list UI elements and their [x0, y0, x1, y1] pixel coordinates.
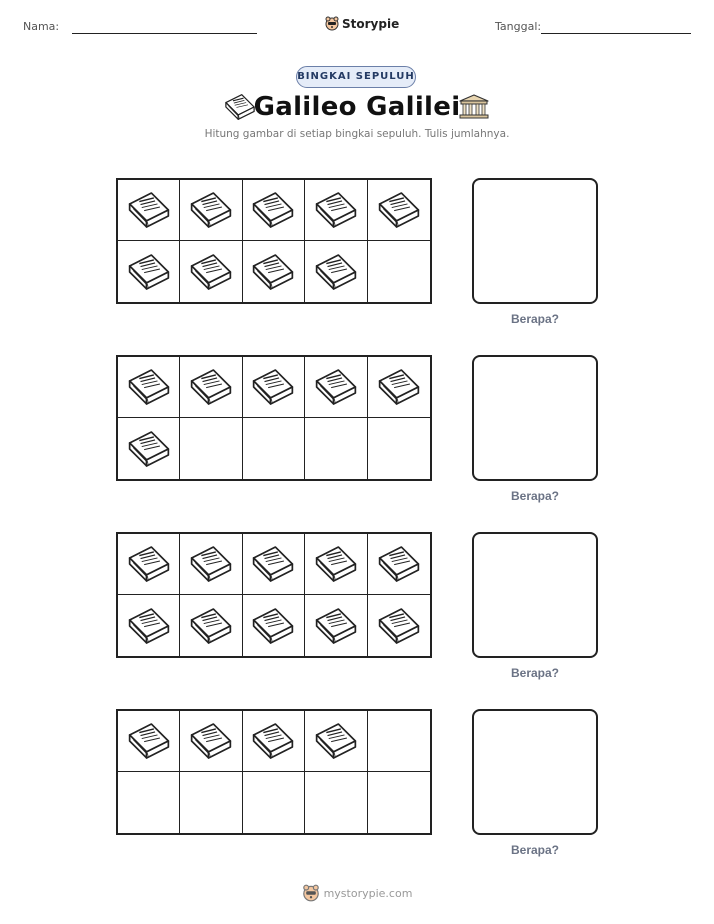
frame-cell	[243, 357, 305, 418]
frame-cell	[118, 534, 180, 595]
museum-building-icon	[458, 93, 490, 121]
book-icon	[126, 366, 172, 408]
frame-cell	[368, 595, 430, 656]
answer-label: Berapa?	[510, 489, 560, 503]
date-line[interactable]	[541, 33, 691, 34]
category-badge: BINGKAI SEPULUH	[296, 66, 416, 88]
frame-cell	[243, 595, 305, 656]
ten-frame	[116, 532, 432, 658]
instructions: Hitung gambar di setiap bingkai sepuluh. Tulis jumlahnya.	[204, 128, 510, 140]
answer-box[interactable]	[472, 709, 598, 835]
book-icon	[250, 543, 296, 585]
frame-cell	[305, 357, 367, 418]
answer-label: Berapa?	[510, 312, 560, 326]
frame-cell	[305, 772, 367, 833]
book-icon	[126, 720, 172, 762]
book-icon	[313, 720, 359, 762]
date-label: Tanggal:	[495, 20, 542, 33]
frame-cell	[118, 772, 180, 833]
frame-cell	[118, 357, 180, 418]
frame-cell	[243, 711, 305, 772]
frame-cell	[368, 534, 430, 595]
ten-frame	[116, 178, 432, 304]
frame-cell	[180, 357, 242, 418]
name-label: Nama:	[23, 20, 60, 33]
book-icon	[126, 251, 172, 293]
frame-cell	[180, 241, 242, 302]
book-icon	[250, 366, 296, 408]
book-icon	[313, 251, 359, 293]
book-icon	[250, 605, 296, 647]
book-icon	[313, 543, 359, 585]
frame-cell	[305, 180, 367, 241]
frame-cell	[118, 180, 180, 241]
storypie-mascot-icon	[302, 884, 320, 902]
ten-frame	[116, 355, 432, 481]
frame-cell	[368, 241, 430, 302]
frame-cell	[305, 241, 367, 302]
frame-cell	[118, 595, 180, 656]
book-icon	[126, 189, 172, 231]
frame-cell	[243, 418, 305, 479]
frame-cell	[243, 534, 305, 595]
answer-box[interactable]	[472, 355, 598, 481]
frame-cell	[180, 534, 242, 595]
frame-cell	[368, 711, 430, 772]
title-row	[0, 92, 714, 126]
book-icon	[126, 428, 172, 470]
frame-cell	[180, 595, 242, 656]
frame-cell	[368, 418, 430, 479]
book-icon	[376, 543, 422, 585]
book-icon	[188, 189, 234, 231]
book-icon	[188, 251, 234, 293]
book-icon	[313, 189, 359, 231]
book-icon	[188, 720, 234, 762]
frame-cell	[118, 418, 180, 479]
footer-url: mystorypie.com	[323, 886, 413, 900]
book-icon	[376, 366, 422, 408]
frame-cell	[368, 357, 430, 418]
answer-box[interactable]	[472, 178, 598, 304]
name-line[interactable]	[72, 33, 257, 34]
frame-cell	[305, 418, 367, 479]
frame-cell	[368, 180, 430, 241]
frame-cell	[305, 711, 367, 772]
frame-cell	[118, 711, 180, 772]
book-icon	[313, 366, 359, 408]
book-icon	[250, 251, 296, 293]
frame-cell	[243, 772, 305, 833]
book-icon	[126, 543, 172, 585]
frame-cell	[305, 534, 367, 595]
answer-label: Berapa?	[510, 843, 560, 857]
answer-label: Berapa?	[510, 666, 560, 680]
book-icon	[188, 543, 234, 585]
page-title: Galileo Galilei	[253, 92, 461, 122]
frame-cell	[305, 595, 367, 656]
storypie-mascot-icon	[325, 16, 339, 31]
frame-cell	[118, 241, 180, 302]
book-icon	[250, 189, 296, 231]
frame-cell	[368, 772, 430, 833]
book-icon	[376, 605, 422, 647]
answer-box[interactable]	[472, 532, 598, 658]
brand-name: Storypie	[342, 16, 400, 31]
worksheet-header	[0, 16, 714, 40]
brand-logo	[325, 16, 399, 31]
frame-cell	[180, 418, 242, 479]
frame-cell	[180, 711, 242, 772]
book-icon	[188, 605, 234, 647]
book-icon	[313, 605, 359, 647]
frame-cell	[180, 180, 242, 241]
frame-cell	[180, 772, 242, 833]
frame-cell	[243, 180, 305, 241]
book-icon	[250, 720, 296, 762]
book-icon	[188, 366, 234, 408]
book-icon	[376, 189, 422, 231]
footer	[0, 884, 714, 902]
book-icon	[126, 605, 172, 647]
ten-frame	[116, 709, 432, 835]
frame-cell	[243, 241, 305, 302]
